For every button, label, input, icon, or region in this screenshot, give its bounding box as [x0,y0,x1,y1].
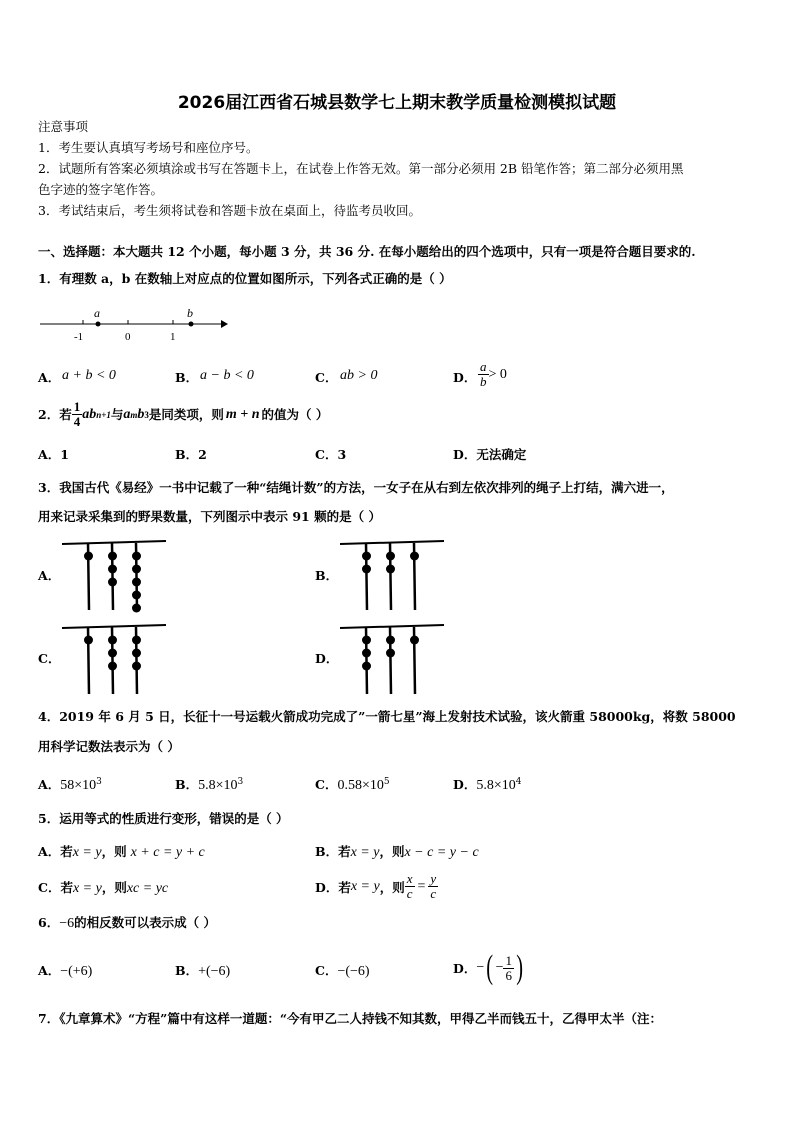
q4-option-a: A．$58\times 10^3$ [38,776,102,793]
rope-knot [108,636,117,645]
q6-option-a: A．−(+6) [38,963,93,979]
q2-option-a: A．1 [38,447,69,462]
q3-figure-a [60,538,170,614]
rope-bar [62,541,166,544]
rope-knot [132,636,141,645]
q2-option-d: D．无法确定 [453,447,527,462]
q5-stem: 5．运用等式的性质进行变形，错误的是（ ） [38,811,289,826]
notice-heading: 注意事项 [38,119,89,134]
q4-line-2: 用科学记数法表示为（ ） [38,739,180,754]
q1-stem: 1．有理数 a，b 在数轴上对应点的位置如图所示，下列各式正确的是（ ） [38,271,452,286]
q1-option-d-label: D． [453,370,477,385]
point-b-label: b [187,306,193,320]
q3-option-d-label: D． [315,651,339,666]
q3-figure-c [60,622,170,698]
q1-option-a: a + b < 0 [62,368,116,383]
q2-stem: 2．若 $\frac{1}{4}$ ab n+1 与 a m b 3 是同类项，则 m + n 的值为（ ） [38,399,329,429]
rope-knot [108,649,117,658]
rope-knot [362,636,371,645]
q1-option-c: ab > 0 [340,368,378,383]
rope-knot [410,552,419,561]
tick-1-label: 1 [170,331,176,343]
rope-bar [340,541,444,544]
rope-knot [132,578,141,587]
rope-knot [362,662,371,671]
q5-option-c: C．若x = y，则xc = yc [38,880,169,896]
rope-knot [132,649,141,658]
q5-option-b: B．若x = y，则x − c = y − c [315,844,479,860]
q3-figure-d [338,622,448,698]
q3-option-b-label: B． [315,568,339,583]
rope-knot [386,649,395,658]
tick-neg1-label: -1 [74,331,84,343]
rope-knot [386,636,395,645]
rope-knot [362,649,371,658]
q3-option-c-label: C． [38,651,61,666]
q3-option-a-label: A． [38,568,61,583]
rope-knot [362,565,371,574]
q1-option-b: a − b < 0 [200,368,254,383]
q4-option-b: B．$5.8\times 10^3$ [175,776,244,793]
q2-option-c: C．3 [315,447,347,462]
rope-knot [386,565,395,574]
rope-knot [108,565,117,574]
q6-option-b: B．+(−6) [175,963,231,979]
notice-item-2: 2．试题所有答案必须填涂或书写在答题卡上，在试卷上作答无效。第一部分必须用 2B 铅笔作答；第二部分必须用黑 [38,161,684,176]
q4-line-1: 4．2019 年 6 月 5 日，长征十一号运载火箭成功完成了”一箭七星”海上发射技术试验，该火箭重 58000kg，将数 58000 [38,709,736,724]
rope-knot [108,578,117,587]
rope-knot [132,662,141,671]
notice-item-1: 1．考生要认真填写考场号和座位序号。 [38,140,259,155]
q1-option-a-label: A． [38,370,61,385]
q1-option-d: $\frac{a}{b}$ > 0 [480,359,507,389]
q5-option-d: D．若 x = y ，则 $\frac{x}{c}$ = $\frac{y}{c}$ [315,871,437,901]
q4-option-c: C．$0.58\times 10^5$ [315,776,390,793]
number-line-figure [38,304,228,344]
page-title: 2026届江西省石城县数学七上期末教学质量检测模拟试题 [177,93,617,113]
rope-knot [410,636,419,645]
point-a-label: a [94,306,100,320]
notice-item-3: 3．考试结束后，考生须将试卷和答题卡放在桌面上，待监考员收回。 [38,203,421,218]
section-heading: 一、选择题：本大题共 12 个小题，每小题 3 分，共 36 分. 在每小题给出的四个选项中，只有一项是符合题目要求的. [38,244,696,259]
rope-bar [62,625,166,628]
q1-option-c-label: C． [315,370,338,385]
rope-knot [108,552,117,561]
q6-stem: 6．−6的相反数可以表示成（ ） [38,915,216,931]
q3-line-2: 用来记录采集到的野果数量，下列图示中表示 91 颗的是（ ） [38,509,381,524]
rope-knot [84,552,93,561]
rope-knot [132,604,141,613]
q3-line-1: 3．我国古代《易经》一书中记载了一种“结绳计数”的方法，一女子在从右到左依次排列的绳子上打结，满六进一， [38,480,674,495]
rope-knot [132,552,141,561]
q1-option-b-label: B． [175,370,199,385]
rope-bar [340,625,444,628]
q3-figure-b [338,538,448,614]
q2-option-b: B．2 [175,447,207,462]
rope-knot [132,591,141,600]
tick-0-label: 0 [125,331,131,343]
q4-option-d: D．$5.8\times 10^4$ [453,776,522,793]
rope-knot [386,552,395,561]
q6-option-c: C．−(−6) [315,963,370,979]
q7-line-1: 7．《九章算术》“方程”篇中有这样一道题：“今有甲乙二人持钱不知其数，甲得乙半而钱五十，乙得甲太半（注： [38,1011,663,1026]
q5-option-a: A．若x = y，则 x + c = y + c [38,844,205,860]
rope-knot [132,565,141,574]
q6-option-d: D． − ( − $\frac{1}{6}$ ) [453,949,524,986]
point-a [96,322,101,327]
rope-knot [108,662,117,671]
point-b [189,322,194,327]
rope-knot [362,552,371,561]
rope-knot [84,636,93,645]
notice-item-2-cont: 色字迹的签字笔作答。 [38,182,164,197]
